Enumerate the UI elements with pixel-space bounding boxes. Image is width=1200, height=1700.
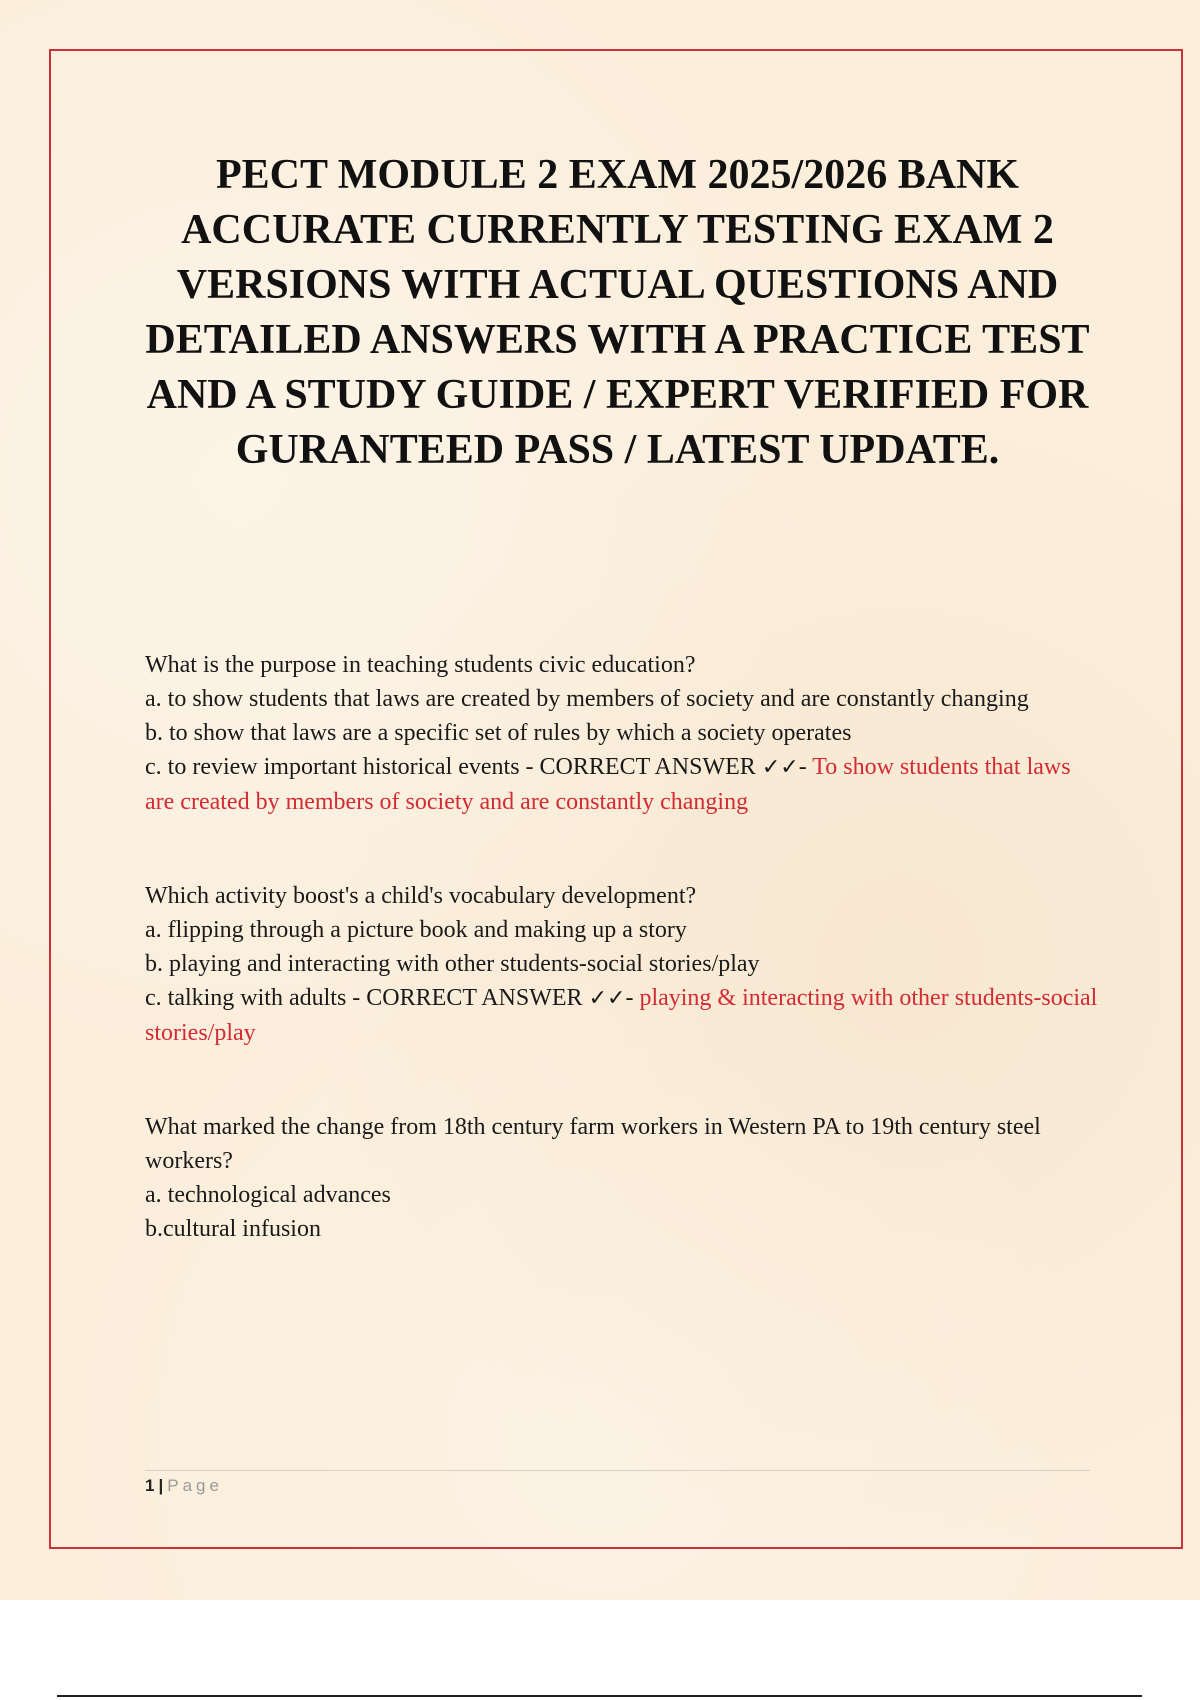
question-text: Which activity boost's a child's vocabulary development? bbox=[145, 883, 697, 909]
footer-separator: | bbox=[158, 1476, 164, 1495]
page-label: Page bbox=[167, 1476, 223, 1495]
next-page-edge bbox=[57, 1695, 1142, 1697]
footer-divider bbox=[145, 1470, 1090, 1471]
option-c-text: c. talking with adults - CORRECT ANSWER bbox=[145, 985, 589, 1011]
double-check-icon: ✓✓ bbox=[761, 755, 799, 780]
question-block-1 bbox=[145, 648, 1100, 819]
answer-option-b: b. to show that laws are a specific set of rules by which a society operates bbox=[145, 720, 852, 746]
correct-answer-text: playing & interacting with other students-social stories/play bbox=[145, 985, 1098, 1046]
answer-option-b: b.cultural infusion bbox=[145, 1216, 321, 1242]
document-title: PECT MODULE 2 EXAM 2025/2026 BANK ACCURATE CURRENTLY TESTING EXAM 2 VERSIONS WITH ACTUAL QUESTIONS AND DETAILED ANSWERS WITH A PRACTICE TEST AND A STUDY GUIDE / EXPERT VERIFIED FOR GURANTEED PASS / LATEST UPDATE. bbox=[145, 152, 1090, 473]
answer-dash: - bbox=[625, 985, 640, 1011]
page-footer bbox=[145, 1475, 223, 1497]
option-c-text: c. to review important historical events - CORRECT ANSWER bbox=[145, 754, 762, 780]
question-text: What is the purpose in teaching students civic education? bbox=[145, 652, 696, 678]
page-number: 1 bbox=[145, 1476, 155, 1495]
correct-answer-text: To show students that laws are created by members of society and are constantly changing bbox=[145, 754, 1071, 815]
answer-option-b: b. playing and interacting with other students-social stories/play bbox=[145, 951, 760, 977]
answer-option-a: a. to show students that laws are created by members of society and are constantly changing bbox=[145, 686, 1029, 712]
question-block-3 bbox=[145, 1110, 1100, 1246]
question-block-2 bbox=[145, 879, 1100, 1050]
answer-option-a: a. flipping through a picture book and making up a story bbox=[145, 917, 687, 943]
answer-option-a: a. technological advances bbox=[145, 1182, 391, 1208]
question-list bbox=[145, 648, 1100, 1246]
answer-option-c bbox=[145, 981, 1100, 1050]
double-check-icon: ✓✓ bbox=[588, 986, 626, 1011]
answer-option-c bbox=[145, 750, 1100, 819]
question-text: What marked the change from 18th century farm workers in Western PA to 19th century steel workers? bbox=[145, 1114, 1041, 1174]
question-spacer bbox=[145, 819, 1100, 879]
answer-dash: - bbox=[798, 754, 813, 780]
question-spacer bbox=[145, 1050, 1100, 1110]
